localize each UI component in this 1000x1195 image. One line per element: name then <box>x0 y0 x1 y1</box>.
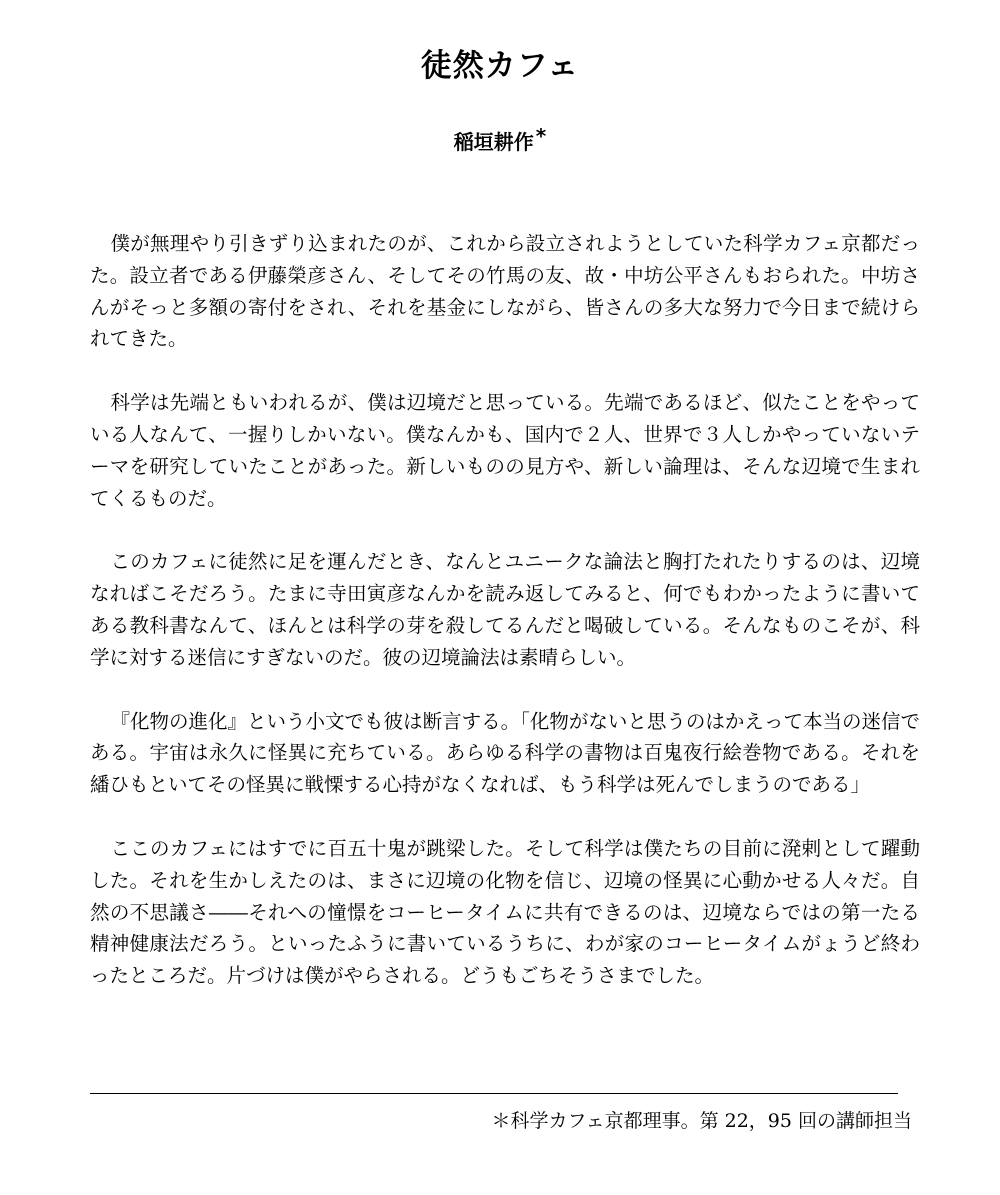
footnote-divider <box>90 1093 898 1094</box>
author-footnote-mark: * <box>535 124 547 148</box>
paragraph-3: このカフェに徒然に足を運んだとき、なんとユニークな論法と胸打たれたりするのは、辺境なればこそだろう。たまに寺田寅彦なんかを読み返してみると、何でもわかったように書いてある教科書なんて、ほんとは科学の芽を殺してるんだと喝破している。そんなものこそが、科学に対する迷信にすぎないのだ。彼の辺境論法は素晴らしい。 <box>90 550 920 669</box>
author-line <box>0 124 1000 157</box>
paragraph-2: 科学は先端ともいわれるが、僕は辺境だと思っている。先端であるほど、似たことをやっている人なんて、一握りしかいない。僕なんかも、国内で２人、世界で３人しかやっていないテーマを研究していたことがあった。新しいものの見方や、新しい論理は、そんな辺境で生まれてくるものだ。 <box>90 391 920 510</box>
document-title: 徒然カフェ <box>420 48 580 84</box>
document-body <box>90 228 920 1024</box>
paragraph-5: ここのカフェにはすでに百五十鬼が跳梁した。そして科学は僕たちの目前に溌剌として躍動した。それを生かしえたのは、まさに辺境の化物を信じ、辺境の怪異に心動かせる人々だ。自然の不思議さ――それへの憧憬をコーヒータイムに共有できるのは、辺境ならではの第一たる精神健康法だろう。といったふうに書いているうちに、わが家のコーヒータイムがょうど終わったところだ。片づけは僕がやらされる。どうもごちそうさまでした。 <box>90 836 920 988</box>
footnote: ＊科学カフェ京都理事。第 22，95 回の講師担当 <box>491 1110 912 1132</box>
paragraph-1: 僕が無理やり引きずり込まれたのが、これから設立されようとしていた科学カフェ京都だった。設立者である伊藤榮彦さん、そしてその竹馬の友、故・中坊公平さんもおられた。中坊さんがそっと多額の寄付をされ、それを基金にしながら、皆さんの多大な努力で今日まで続けられてきた。 <box>90 232 920 351</box>
author-name: 稲垣耕作 <box>453 130 534 154</box>
paragraph-4: 『化物の進化』という小文でも彼は断言する。「化物がないと思うのはかえって本当の迷信である。宇宙は永久に怪異に充ちている。あらゆる科学の書物は百鬼夜行絵巻物である。それを繙ひもといてその怪異に戦慄する心持がなくなれば、もう科学は死んでしまうのである」 <box>90 709 920 797</box>
